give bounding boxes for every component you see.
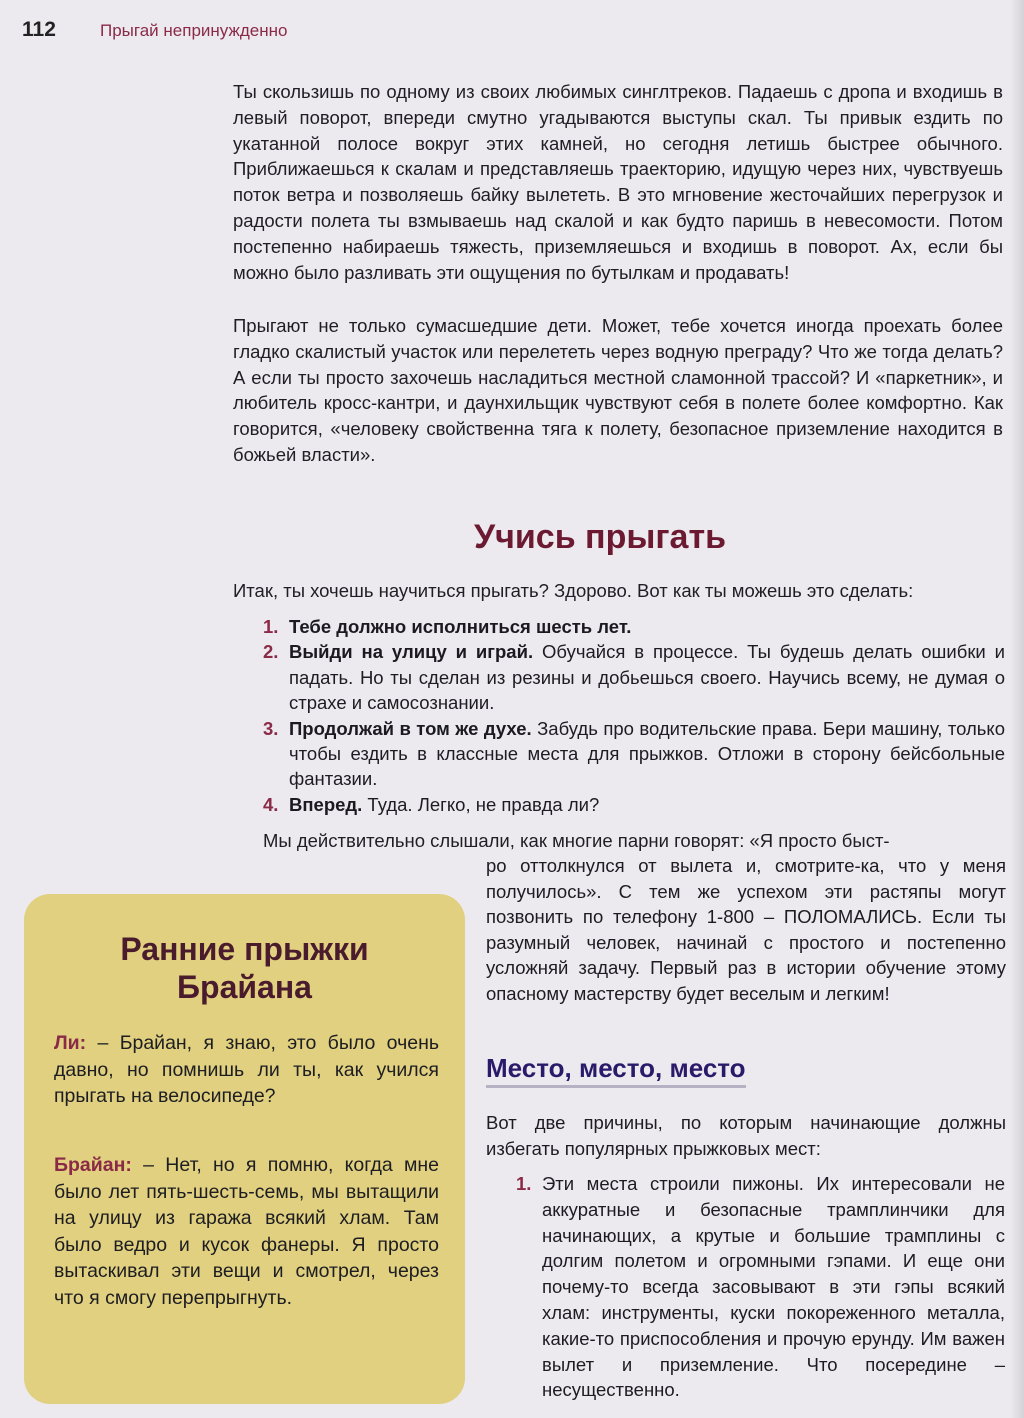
- step-item: 4. Вперед. Туда. Легко, не правда ли?: [263, 793, 600, 815]
- intro-paragraph-1: Ты скользишь по одному из своих любимых синглтреков. Падаешь с дропа и входишь в левый поворот, впереди смутно угадываются выступы скал. Ты привык ездить по укатанной полосе вокруг этих камней, но сегодня летишь быстрее обычного. Приближаешься к скалам и представляешь траекторию, идущую через них, чувствуешь поток ветра и позволяешь байку вылететь. В это мгновение жесточайших перегрузок и радости полета ты взмываешь над скалой и как будто паришь в невесомости. Потом постепенно набираешь тяжесть, приземляешься и входишь в поворот. Ах, если бы можно было разливать эти ощущения по бутылкам и продавать!: [233, 81, 1003, 283]
- sidebar-answer: Брайан: – Нет, но я помню, когда мне было лет пять-шесть-семь, мы вытащили на улицу из гаража всякий хлам. Там было ведро и кусок фанеры. Я просто вытаскивал эти вещи и смотрел, через что я смогу перепрыгнуть.: [54, 1154, 439, 1309]
- running-title: Прыгай непринужденно: [100, 21, 288, 40]
- section1-outro-line1: Мы действительно слышали, как многие парни говорят: «Я просто быст-: [263, 830, 890, 851]
- sidebar-question: Ли: – Брайан, я знаю, это было очень давно, но помнишь ли ты, как учился прыгать на велосипеде?: [54, 1032, 439, 1108]
- step-item: 2. Выйди на улицу и играй. Обучайся в процессе. Ты будешь делать ошибки и падать. Но ты сделан из резины и добьешься своего. Научись всему, не думая о страхе и самосознании.: [263, 641, 1005, 714]
- steps-list: [263, 614, 1005, 817]
- section1-intro: Итак, ты хочешь научиться прыгать? Здорово. Вот как ты можешь это сделать:: [233, 580, 914, 601]
- step-item: 3. Продолжай в том же духе. Забудь про водительские права. Бери машину, только чтобы ездить в классные места для прыжков. Отложи в сторону бейсбольные фантазии.: [263, 717, 1005, 790]
- section2-intro: Вот две причины, по которым начинающие должны избегать популярных прыжковых мест:: [486, 1112, 1006, 1159]
- page-number: 112: [22, 18, 56, 41]
- step-item: 1. Тебе должно исполниться шесть лет.: [263, 616, 632, 637]
- section-heading-learn-to-jump: Учись прыгать: [474, 518, 727, 556]
- section1-outro-rest: ро оттолкнулся от вылета и, смотрите-ка, что у меня получилось». С тем же успехом эти растяпы могут позвонить по телефону 1-800 – ПОЛОМАЛИСЬ. Если ты разумный человек, начинай с простого и постепенно усложняй задачу. Первый раз в истории обучение этому опасному мастерству будет веселым и легким!: [486, 855, 1006, 1004]
- intro-paragraph-2: Прыгают не только сумасшедшие дети. Может, тебе хочется иногда проехать более гладко скалистый участок или перелететь через водную преграду? Что же тогда делать? А если ты просто захочешь насладиться местной сламонной трассой? И «паркетник», и любитель кросс-кантри, и даунхильщик чувствуют себя в полете более комфортно. Как говорится, «человеку свойственна тяга к полету, безопасное приземление находится в божьей власти».: [233, 315, 1003, 465]
- book-spine-shadow: [1010, 0, 1024, 1418]
- reasons-list: [516, 1171, 1005, 1403]
- section-heading-place: Место, место, место: [486, 1053, 746, 1088]
- reason-item: 1. Эти места строили пижоны. Их интересовали не аккуратные и безопасные трамплинчики для начинающих, а крутые и большие трамплины с долгим полетом и огромными гэпами. И еще они почему-то всегда засовывают в эти гэпы всякий хлам: инструменты, куски покореженного металла, какие-то приспособления и прочую ерунду. Им важен вылет и приземление. Что посередине – несущественно.: [516, 1173, 1005, 1401]
- sidebar-title: Ранние прыжки Брайана: [120, 931, 369, 1005]
- sidebar-box: [24, 894, 465, 1404]
